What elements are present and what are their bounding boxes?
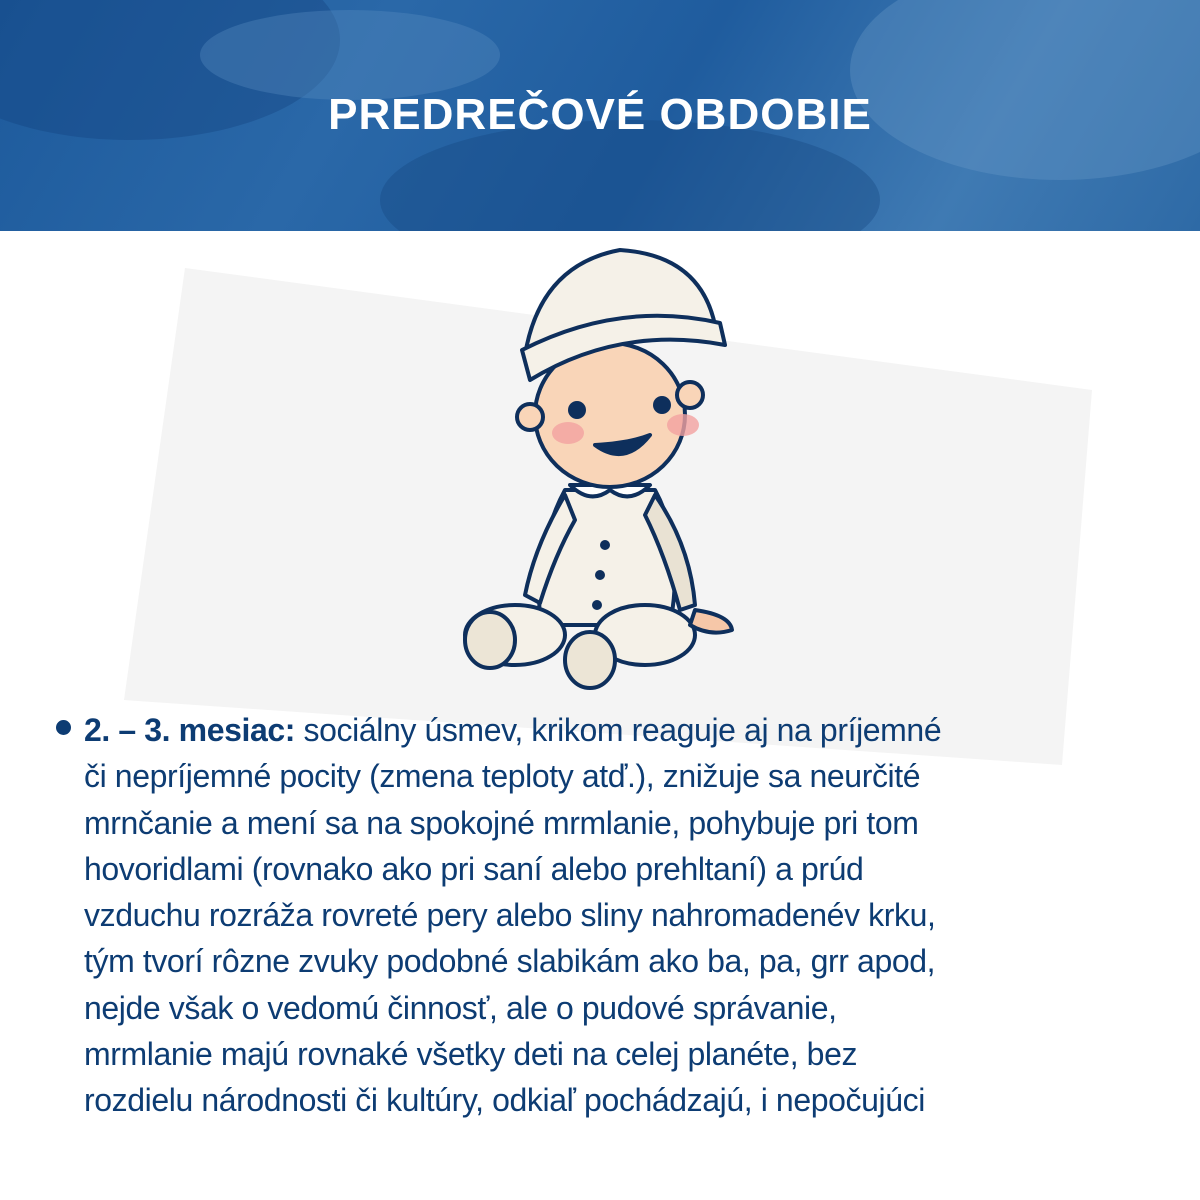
description-text: [84, 707, 941, 1124]
bullet-icon: [56, 720, 71, 735]
text-line: hovoridlami (rovnako ako pri saní alebo prehltaní) a prúd: [84, 850, 864, 887]
text-line: mrmlanie majú rovnaké všetky deti na celej planéte, bez: [84, 1036, 858, 1073]
text-line: tým tvorí rôzne zvuky podobné slabikám ako ba, pa, grr apod,: [84, 943, 936, 980]
text-line: rozdielu národnosti či kultúry, odkiaľ pochádzajú, i nepočujúci: [84, 1082, 925, 1119]
text-line-part: sociálny úsmev, krikom reaguje aj na príjemné: [295, 712, 942, 748]
baby-illustration: [440, 245, 750, 695]
bullet-label: 2. – 3. mesiac:: [84, 712, 296, 748]
text-line: vzduchu rozráža rovreté pery alebo sliny nahromadenév krku,: [84, 897, 936, 934]
text-line: či nepríjemné pocity (zmena teploty atď.), znižuje sa neurčité: [84, 758, 921, 795]
page-title: PREDREČOVÉ OBDOBIE: [328, 90, 872, 139]
text-line: mrnčanie a mení sa na spokojné mrmlanie, pohybuje pri tom: [84, 804, 919, 841]
text-line: nejde však o vedomú činnosť, ale o pudové správanie,: [84, 989, 837, 1026]
text-line: [84, 707, 941, 753]
